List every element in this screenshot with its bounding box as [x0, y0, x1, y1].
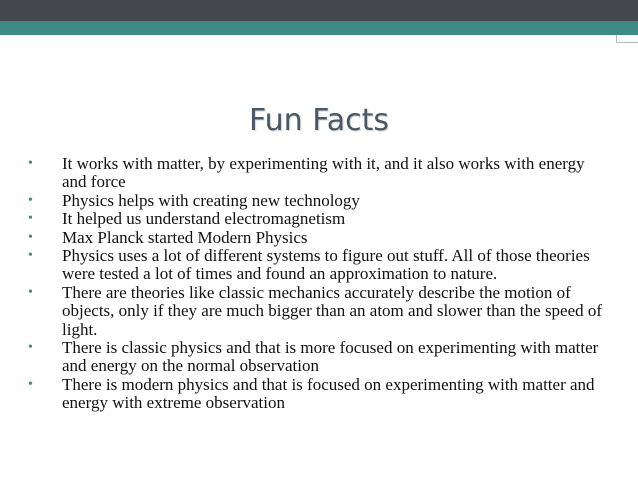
fact-text: There are theories like classic mechanics accurately describe the motion of objects, only if they are much bigger than an atom and slower than the speed of light.	[62, 282, 603, 339]
bullet-icon: •	[28, 211, 33, 227]
slide-title: Fun Facts	[249, 103, 389, 138]
bullet-icon: •	[28, 248, 33, 264]
corner-decoration-horizontal	[616, 42, 638, 43]
fact-list	[28, 155, 608, 413]
fact-item	[28, 155, 608, 192]
fact-text: Physics helps with creating new technology	[62, 190, 360, 210]
fact-text: There is classic physics and that is more focused on experimenting with matter and energy on the normal observation	[62, 338, 599, 376]
fact-item	[28, 229, 608, 247]
bullet-icon: •	[28, 229, 33, 245]
bullet-icon: •	[28, 340, 33, 356]
fact-item	[28, 247, 608, 284]
bullet-icon: •	[28, 156, 33, 171]
fact-item	[28, 210, 608, 228]
top-bar-teal	[0, 21, 638, 35]
fact-text: It works with matter, by experimenting with it, and it also works with energy and force	[62, 154, 585, 192]
top-bar-dark	[0, 0, 638, 21]
fact-item	[28, 192, 608, 210]
fact-item	[28, 339, 608, 376]
bullet-icon: •	[28, 376, 33, 392]
fact-item	[28, 376, 608, 413]
bullet-icon: •	[28, 192, 33, 208]
fact-text: Physics uses a lot of different systems to figure out stuff. All of those theories were tested a lot of times and found an approximation to nature.	[62, 246, 590, 284]
fact-text: It helped us understand electromagnetism	[62, 209, 346, 229]
bullet-icon: •	[28, 284, 33, 300]
fact-text: There is modern physics and that is focused on experimenting with matter and energy with extreme observation	[62, 374, 595, 413]
fact-item	[28, 284, 608, 339]
fact-text: Max Planck started Modern Physics	[62, 227, 308, 247]
